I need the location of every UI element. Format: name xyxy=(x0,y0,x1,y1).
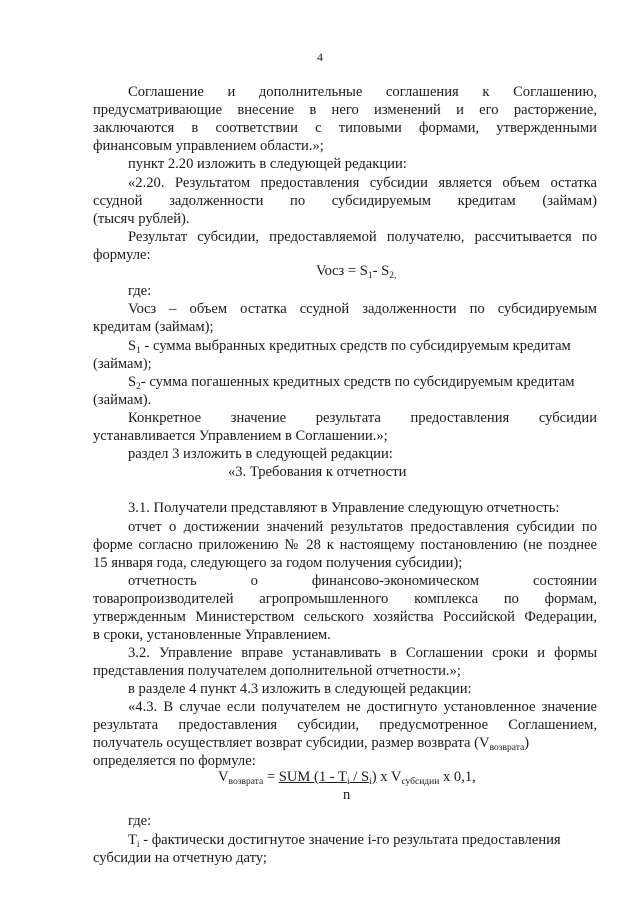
text-line: в разделе 4 пункт 4.3 изложить в следующей редакции: xyxy=(128,681,472,697)
text-line: где: xyxy=(128,283,152,299)
text-line: «2.20. Результатом предоставления субсидии является объем остатка xyxy=(128,175,597,191)
text-line: Конкретное значение результата предоставления субсидии xyxy=(128,410,597,426)
text-line: Соглашение и дополнительные соглашения к Соглашению, xyxy=(128,84,597,100)
text-line: раздел 3 изложить в следующей редакции: xyxy=(128,446,393,462)
text-line: пункт 2.20 изложить в следующей редакции: xyxy=(128,156,407,172)
text-line: получатель осуществляет возврат субсидии, размер возврата $(V_{возврата})$ xyxy=(93,735,530,753)
text-line: форме согласно приложению № 28 к настоящему постановлению (не позднее xyxy=(93,537,597,553)
text-line: утвержденным Министерством сельского хозяйства Российской Федерации, xyxy=(93,609,597,625)
page-number: 4 xyxy=(317,50,323,64)
text-line: (тысяч рублей). xyxy=(93,211,190,227)
section-heading: «3. Требования к отчетности xyxy=(228,464,407,480)
text-line: где: xyxy=(128,813,152,829)
text-line: предусматривающие внесение в него изменений и его расторжение, xyxy=(93,102,597,118)
text-line: в сроки, установленные Управлением. xyxy=(93,627,331,643)
text-line: Vocз – объем остатка ссудной задолженности по субсидируемым xyxy=(128,301,597,317)
text-line: субсидии на отчетную дату; xyxy=(93,850,267,866)
text-line: результата предоставления субсидии, предусмотренное Соглашением, xyxy=(93,717,597,733)
text-line: Результат субсидии, предоставляемой получателю, рассчитывается по xyxy=(128,229,597,245)
text-line: определяется по формуле: xyxy=(93,753,256,769)
formula-result: Vocз = $S_1-$ $S_{2,}$ xyxy=(316,263,397,281)
text-line: формуле: xyxy=(93,247,151,263)
text-line: $S_2-$ сумма погашенных кредитных средств по субсидируемым кредитам xyxy=(128,374,575,392)
text-line: 15 января года, следующего за годом получения субсидии); xyxy=(93,555,463,571)
text-line: 3.2. Управление вправе устанавливать в Соглашении сроки и формы xyxy=(128,645,597,661)
text-line: $T_i$ - фактически достигнутое значение i-го результата предоставления xyxy=(128,832,561,850)
formula-denominator: n xyxy=(343,787,351,803)
formula-refund: $V_{возврата}$ = SUM $(1 - T_i / S_i)$ x $V_{субсидии}$ x 0,1, xyxy=(218,769,476,787)
text-line: ссудной задолженности по субсидируемым кредитам (займам) xyxy=(93,193,597,209)
text-line: заключаются в соответствии с типовыми формами, утвержденными xyxy=(93,120,597,136)
text-line: $S_1$ - сумма выбранных кредитных средств по субсидируемым кредитам xyxy=(128,338,571,356)
text-line: финансовым управлением области.»; xyxy=(93,138,324,154)
text-line: устанавливается Управлением в Соглашении.»; xyxy=(93,428,388,444)
text-line: отчет о достижении значений результатов предоставления субсидии по xyxy=(128,519,597,535)
text-line: 3.1. Получатели представляют в Управление следующую отчетность: xyxy=(128,500,560,516)
text-line: представления получателем дополнительной отчетности.»; xyxy=(93,663,461,679)
text-line: отчетность о финансово-экономическом состоянии xyxy=(128,573,597,589)
text-line: кредитам (займам); xyxy=(93,319,214,335)
text-line: товаропроизводителей агропромышленного комплекса по формам, xyxy=(93,591,597,607)
text-line: «4.3. В случае если получателем не достигнуто установленное значение xyxy=(128,699,597,715)
text-line: (займам). xyxy=(93,392,152,408)
text-line: (займам); xyxy=(93,356,152,372)
